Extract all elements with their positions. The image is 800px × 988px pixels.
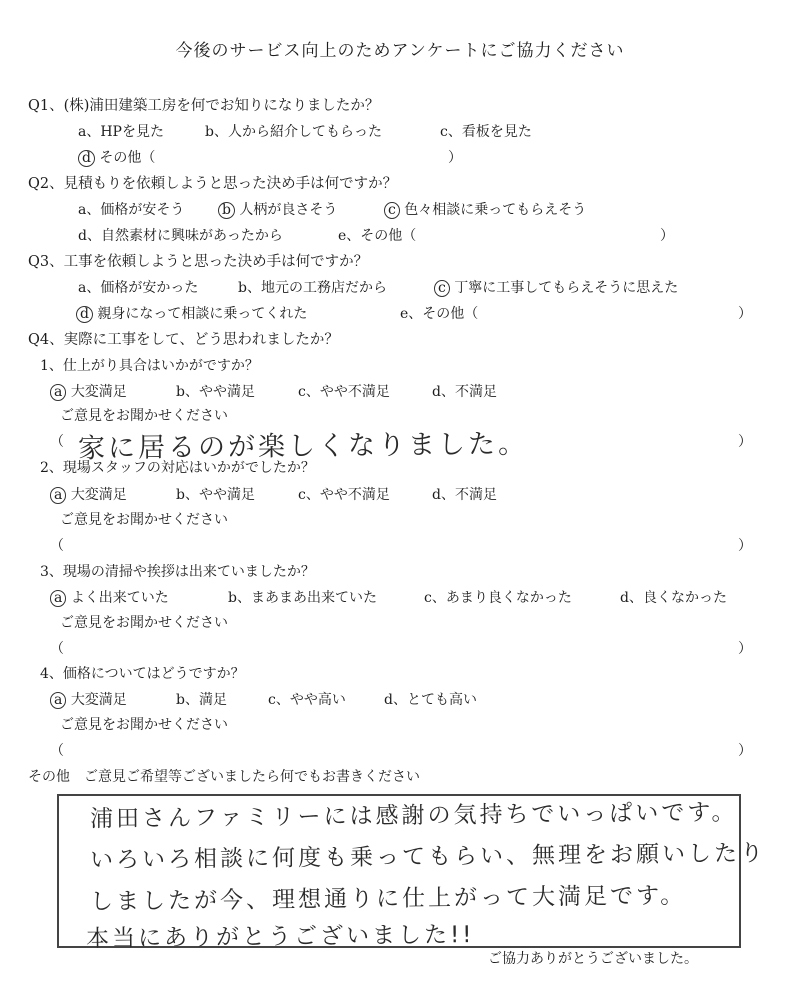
q4-4-option-d: d、とても高い: [384, 692, 477, 708]
q3-option-a: a、価格が安かった: [78, 280, 199, 296]
q4-3-option-b: b、まあまあ出来ていた: [228, 590, 377, 606]
q2-option-d: d、自然素材に興味があったから: [78, 228, 283, 244]
q1-question: Q1、(株)浦田建築工房を何でお知りになりましたか？: [28, 98, 380, 114]
q4-2-option-a: [50, 486, 127, 504]
q4-4-question: 4、価格についてはどうですか？: [40, 666, 245, 682]
q4-2-option-c: c、やや不満足: [298, 487, 390, 503]
q1-d-circle-mark: d: [78, 150, 95, 167]
q4-1-option-a: [50, 383, 127, 401]
q1-d-text: その他（: [99, 150, 156, 166]
q2-b-circle-mark: b: [218, 202, 235, 219]
q2-c-circle-mark: c: [384, 202, 400, 219]
q4-1-option-b: b、やや満足: [176, 384, 255, 400]
q1-d-close-paren: ）: [448, 150, 462, 166]
q4-3-option-a: [50, 589, 169, 607]
q4-2-close-paren: ）: [738, 538, 752, 554]
q4-3-opinion-prompt: ご意見をお聞かせください: [60, 615, 228, 631]
q3-c-circle-mark: c: [434, 280, 450, 297]
q4-3-option-c: c、あまり良くなかった: [424, 590, 572, 606]
footer-thanks: ご協力ありがとうございました。: [488, 951, 698, 967]
q4-2-a-text: 大変満足: [70, 487, 127, 503]
q4-4-close-paren: ）: [738, 743, 752, 759]
q4-question: Q4、実際に工事をして、どう思われましたか？: [28, 332, 339, 348]
q4-3-question: 3、現場の清掃や挨拶は出来ていましたか？: [40, 564, 315, 580]
q4-2-option-d: d、不満足: [432, 487, 497, 503]
q4-1-a-text: 大変満足: [70, 384, 127, 400]
q4-1-open-paren: （: [50, 434, 64, 450]
q4-4-a-text: 大変満足: [70, 692, 127, 708]
q3-option-c: [434, 279, 678, 297]
q4-3-option-d: d、良くなかった: [620, 590, 727, 606]
q3-question: Q3、工事を依頼しようと思った決め手は何ですか？: [28, 254, 369, 270]
q3-e-close-paren: ）: [738, 306, 752, 322]
q1-option-d: [78, 149, 155, 167]
q2-e-close-paren: ）: [660, 228, 674, 244]
q2-option-c: [384, 201, 586, 219]
q4-4-opinion-prompt: ご意見をお聞かせください: [60, 717, 228, 733]
q4-4-option-b: b、満足: [176, 692, 227, 708]
q3-d-circle-mark: d: [76, 306, 93, 323]
q4-1-opinion-prompt: ご意見をお聞かせください: [60, 408, 228, 424]
q2-question: Q2、見積もりを依頼しようと思った決め手は何ですか？: [28, 176, 398, 192]
q2-b-text: 人柄が良さそう: [239, 202, 338, 218]
q4-4-option-a: [50, 691, 127, 709]
q2-option-a: a、価格が安そう: [78, 202, 185, 218]
q1-option-b: b、人から紹介してもらった: [205, 124, 382, 140]
q1-option-c: c、看板を見た: [440, 124, 532, 140]
q4-3-a-text: よく出来ていた: [70, 590, 169, 606]
q4-1-a-circle-mark: a: [50, 384, 66, 401]
survey-title: 今後のサービス向上のためアンケートにご協力ください: [175, 41, 625, 61]
q4-2-a-circle-mark: a: [50, 487, 66, 504]
q1-option-a: a、HPを見た: [78, 124, 164, 140]
q4-2-opinion-prompt: ご意見をお聞かせください: [60, 512, 228, 528]
q4-2-open-paren: （: [50, 538, 64, 554]
q4-4-a-circle-mark: a: [50, 692, 66, 709]
q3-option-d: [76, 305, 307, 323]
q4-1-option-c: c、やや不満足: [298, 384, 390, 400]
q4-3-a-circle-mark: a: [50, 590, 66, 607]
other-prompt: その他 ご意見ご希望等ございましたら何でもお書きください: [28, 769, 420, 785]
comment-line-1: 浦田さんファミリーには感謝の気持ちでいっぱいです。: [89, 799, 738, 833]
q3-c-text: 丁寧に工事してもらえそうに思えた: [454, 280, 679, 296]
q4-2-question: 2、現場スタッフの対応はいかがでしたか？: [40, 460, 315, 476]
q2-option-b: [218, 201, 337, 219]
comment-line-3: しましたが今、理想通りに仕上がって大満足です。: [89, 882, 687, 916]
q3-option-e: e、その他（: [400, 306, 479, 322]
q4-3-close-paren: ）: [738, 641, 752, 657]
q4-1-close-paren: ）: [738, 434, 752, 450]
q4-3-open-paren: （: [50, 641, 64, 657]
comment-line-4: 本当にありがとうございました!!: [85, 921, 475, 953]
q3-option-b: b、地元の工務店だから: [238, 280, 387, 296]
comment-line-2: いろいろ相談に何度も乗ってもらい、無理をお願いしたり: [89, 840, 767, 874]
q2-option-e: e、その他（: [338, 228, 417, 244]
q4-2-option-b: b、やや満足: [176, 487, 255, 503]
q4-1-handwritten-answer: 家に居るのが楽しくなりました。: [77, 428, 529, 465]
q4-1-option-d: d、不満足: [432, 384, 497, 400]
q4-1-question: 1、仕上がり具合はいかがですか？: [40, 358, 259, 374]
q2-c-text: 色々相談に乗ってもらえそう: [404, 202, 587, 218]
q3-d-text: 親身になって相談に乗ってくれた: [97, 306, 308, 322]
q4-4-open-paren: （: [50, 743, 64, 759]
q4-4-option-c: c、やや高い: [268, 692, 346, 708]
